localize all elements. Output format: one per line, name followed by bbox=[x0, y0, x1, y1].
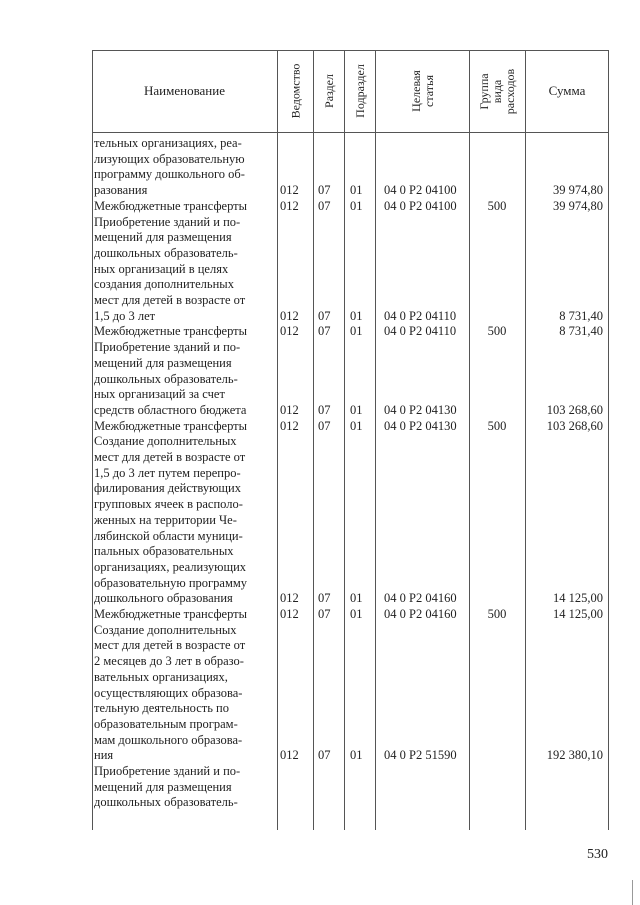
row-name-line: средств областного бюджета bbox=[94, 402, 247, 417]
row-name bbox=[94, 419, 274, 435]
row-name-line: Приобретение зданий и по- bbox=[94, 340, 241, 355]
header-gruppa: Группа вида расходов bbox=[477, 68, 517, 114]
cell-vedomstvo: 012 bbox=[280, 198, 299, 213]
cell-podrazdel: 01 bbox=[350, 324, 363, 339]
row-name-line: Приобретение зданий и по- bbox=[94, 764, 241, 778]
cell-celevaya: 04 0 Р2 04100 bbox=[384, 198, 457, 213]
row-name-line: вательных организациях, bbox=[94, 669, 228, 684]
cell-summa: 103 268,60 bbox=[546, 418, 603, 433]
cell-razdel: 07 bbox=[318, 748, 331, 763]
table-row bbox=[92, 434, 609, 607]
table-row bbox=[92, 215, 609, 325]
row-name-line: мест для детей в возрасте от bbox=[94, 638, 246, 653]
table-row bbox=[92, 324, 609, 340]
row-name-line: тельную деятельность по bbox=[94, 701, 229, 716]
cell-razdel: 07 bbox=[318, 183, 331, 198]
row-name-line: Межбюджетные трансферты bbox=[94, 324, 248, 339]
row-name-line: дошкольных образователь- bbox=[94, 795, 238, 810]
cell-vedomstvo: 012 bbox=[280, 308, 299, 323]
row-name bbox=[94, 434, 274, 607]
row-name-line: мест для детей в возрасте от bbox=[94, 293, 246, 308]
row-name-line: ных организаций за счет bbox=[94, 387, 225, 402]
cell-podrazdel: 01 bbox=[350, 308, 363, 323]
cell-gruppa: 500 bbox=[487, 324, 507, 339]
row-name-line: групповых ячеек в располо- bbox=[94, 497, 243, 512]
row-name-line: дошкольного образования bbox=[94, 591, 233, 606]
row-name-line: Межбюджетные трансферты bbox=[94, 418, 248, 433]
cell-vedomstvo: 012 bbox=[280, 418, 299, 433]
row-name-line: мещений для размещения bbox=[94, 355, 232, 370]
header-name: Наименование bbox=[144, 83, 225, 98]
row-name-line: Создание дополнительных bbox=[94, 434, 237, 449]
cell-celevaya: 04 0 Р2 04130 bbox=[384, 418, 457, 433]
cell-summa: 39 974,80 bbox=[553, 198, 603, 213]
cell-razdel: 07 bbox=[318, 324, 331, 339]
cell-podrazdel: 01 bbox=[350, 198, 363, 213]
cell-podrazdel: 01 bbox=[350, 607, 363, 621]
row-name-line: мещений для размещения bbox=[94, 230, 232, 245]
row-name-line: осуществляющих образова- bbox=[94, 685, 243, 700]
row-name-line: дошкольных образователь- bbox=[94, 245, 238, 260]
row-name-line: Межбюджетные трансферты bbox=[94, 607, 248, 621]
table-row bbox=[92, 607, 609, 623]
cell-podrazdel: 01 bbox=[350, 402, 363, 417]
cell-gruppa: 500 bbox=[487, 607, 507, 621]
cell-celevaya: 04 0 Р2 04100 bbox=[384, 183, 457, 198]
row-name bbox=[94, 215, 274, 325]
row-name-line: программу дошкольного об- bbox=[94, 167, 245, 182]
row-name-line: дошкольных образователь- bbox=[94, 371, 238, 386]
row-name-line: разования bbox=[94, 183, 148, 198]
cell-summa: 14 125,00 bbox=[553, 607, 603, 621]
row-name-line: 1,5 до 3 лет путем перепро- bbox=[94, 465, 241, 480]
header-summa: Сумма bbox=[548, 83, 586, 98]
cell-vedomstvo: 012 bbox=[280, 748, 299, 763]
table-row bbox=[92, 419, 609, 435]
cell-summa: 14 125,00 bbox=[553, 591, 603, 606]
row-name bbox=[94, 199, 274, 215]
cell-celevaya: 04 0 Р2 04110 bbox=[384, 308, 457, 323]
cell-celevaya: 04 0 Р2 51590 bbox=[384, 748, 457, 763]
cell-vedomstvo: 012 bbox=[280, 324, 299, 339]
cell-summa: 8 731,40 bbox=[559, 308, 603, 323]
table-row bbox=[92, 623, 609, 764]
budget-table bbox=[92, 50, 609, 830]
row-name-line: мещений для размещения bbox=[94, 779, 232, 794]
row-name-line: мест для детей в возрасте от bbox=[94, 450, 246, 464]
cell-gruppa: 500 bbox=[487, 198, 507, 213]
header-podrazdel: Подраздел bbox=[353, 64, 368, 118]
cell-celevaya: 04 0 Р2 04160 bbox=[384, 591, 457, 606]
row-name-line: Создание дополнительных bbox=[94, 622, 237, 637]
cell-summa: 39 974,80 bbox=[553, 183, 603, 198]
row-name-line: Межбюджетные трансферты bbox=[94, 198, 248, 213]
row-name-line: 1,5 до 3 лет bbox=[94, 308, 156, 323]
cell-celevaya: 04 0 Р2 04130 bbox=[384, 402, 457, 417]
row-name-line: пальных образовательных bbox=[94, 544, 234, 559]
cell-vedomstvo: 012 bbox=[280, 183, 299, 198]
cell-razdel: 07 bbox=[318, 308, 331, 323]
cell-summa: 8 731,40 bbox=[559, 324, 603, 339]
row-name-line: образовательную программу bbox=[94, 575, 248, 590]
row-name-line: тельных организациях, реа- bbox=[94, 136, 242, 150]
cell-podrazdel: 01 bbox=[350, 748, 363, 763]
page-number: 530 bbox=[587, 847, 608, 862]
table-row bbox=[92, 340, 609, 419]
cell-summa: 103 268,60 bbox=[546, 402, 603, 417]
row-name bbox=[94, 764, 274, 811]
cell-razdel: 07 bbox=[318, 418, 331, 433]
row-name-line: мам дошкольного образова- bbox=[94, 732, 243, 747]
row-name-line: создания дополнительных bbox=[94, 277, 234, 292]
margin-mark bbox=[632, 880, 633, 905]
row-name-line: образовательным програм- bbox=[94, 716, 238, 731]
row-name-line: 2 месяцев до 3 лет в образо- bbox=[94, 654, 244, 669]
cell-podrazdel: 01 bbox=[350, 418, 363, 433]
cell-podrazdel: 01 bbox=[350, 591, 363, 606]
cell-podrazdel: 01 bbox=[350, 183, 363, 198]
cell-celevaya: 04 0 Р2 04110 bbox=[384, 324, 457, 339]
row-name bbox=[94, 136, 274, 199]
row-name-line: филирования действующих bbox=[94, 481, 241, 496]
table-row bbox=[92, 136, 609, 199]
row-name-line: ния bbox=[94, 748, 114, 763]
row-name bbox=[94, 623, 274, 764]
cell-razdel: 07 bbox=[318, 198, 331, 213]
row-name-line: Приобретение зданий и по- bbox=[94, 214, 241, 229]
cell-razdel: 07 bbox=[318, 402, 331, 417]
row-name-line: лизующих образовательную bbox=[94, 151, 245, 166]
cell-razdel: 07 bbox=[318, 591, 331, 606]
cell-gruppa: 500 bbox=[487, 418, 507, 433]
header-razdel: Раздел bbox=[322, 74, 337, 108]
cell-vedomstvo: 012 bbox=[280, 402, 299, 417]
cell-celevaya: 04 0 Р2 04160 bbox=[384, 607, 457, 621]
cell-razdel: 07 bbox=[318, 607, 331, 621]
row-name-line: лябинской области муници- bbox=[94, 528, 243, 543]
row-name bbox=[94, 340, 274, 419]
header-divider bbox=[92, 132, 609, 133]
cell-vedomstvo: 012 bbox=[280, 591, 299, 606]
row-name bbox=[94, 324, 274, 340]
header-celevaya: Целевая статья bbox=[408, 70, 436, 112]
row-name-line: женных на территории Че- bbox=[94, 512, 237, 527]
cell-vedomstvo: 012 bbox=[280, 607, 299, 621]
row-name-line: организациях, реализующих bbox=[94, 559, 247, 574]
table-row bbox=[92, 199, 609, 215]
table-row bbox=[92, 764, 609, 811]
row-name-line: ных организаций в целях bbox=[94, 261, 229, 276]
header-vedomstvo: Ведомство bbox=[288, 63, 303, 119]
cell-summa: 192 380,10 bbox=[546, 748, 603, 763]
row-name bbox=[94, 607, 274, 623]
